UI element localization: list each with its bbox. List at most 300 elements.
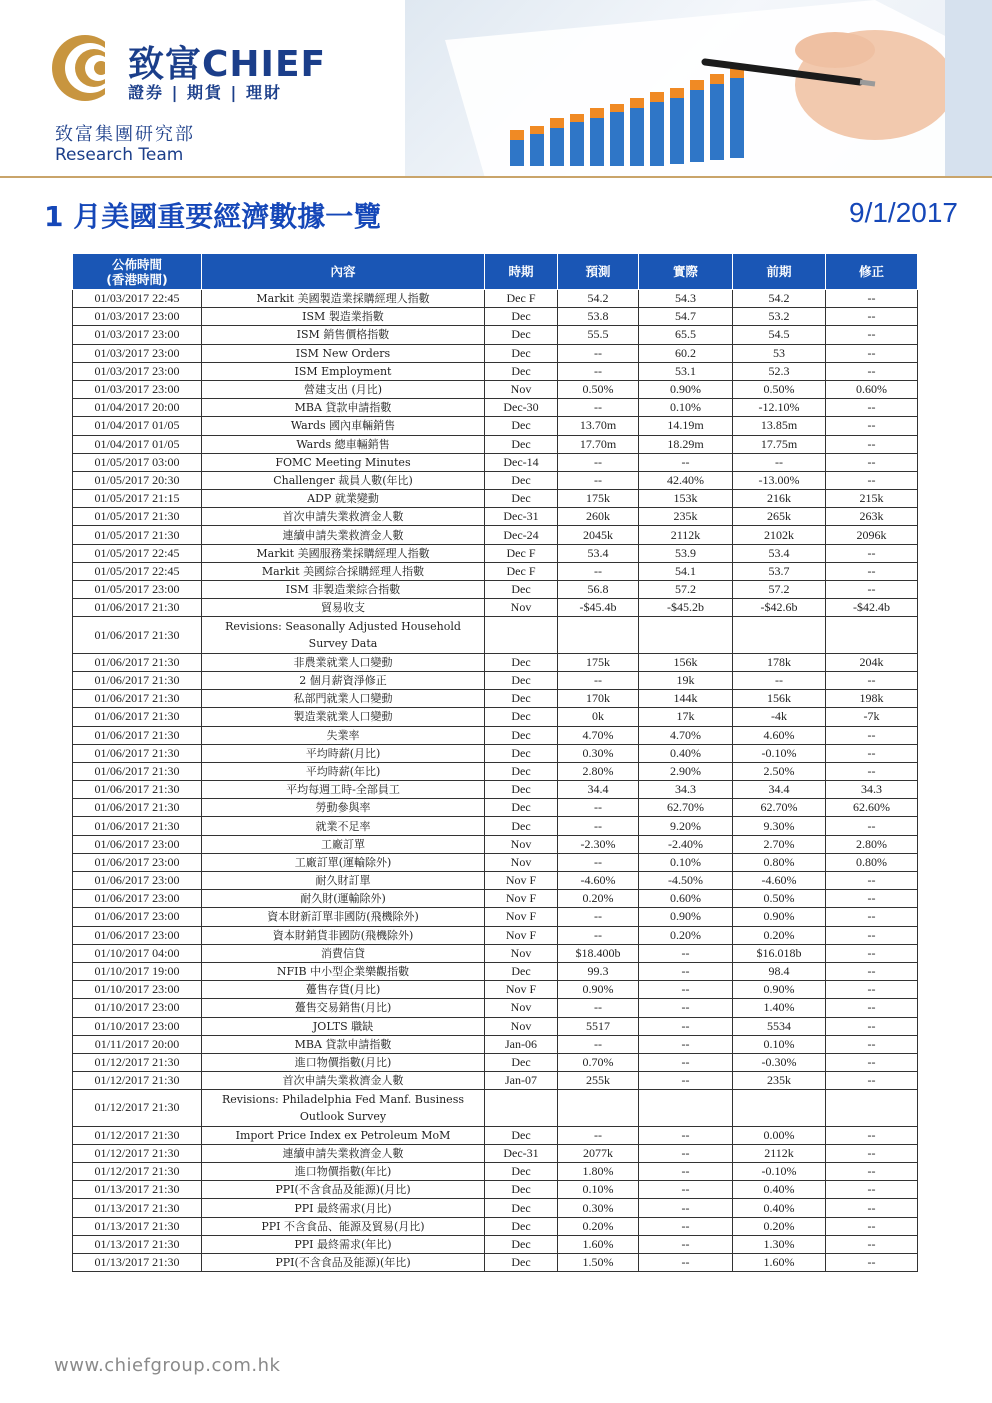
cell-revised: --	[826, 362, 918, 380]
table-row	[73, 617, 918, 653]
cell-actual: 62.70%	[639, 799, 733, 817]
cell-forecast: 53.8	[558, 308, 639, 326]
cell-content: Markit 美國服務業採購經理人指數	[202, 544, 485, 562]
column-header-revised: 修正	[826, 254, 918, 290]
cell-release-time: 01/06/2017 21:30	[73, 762, 202, 780]
cell-release-time: 01/03/2017 23:00	[73, 308, 202, 326]
table-row	[73, 690, 918, 708]
cell-release-time: 01/05/2017 20:30	[73, 471, 202, 489]
table-row	[73, 762, 918, 780]
cell-release-time: 01/12/2017 21:30	[73, 1072, 202, 1090]
table-row	[73, 562, 918, 580]
cell-previous: 0.90%	[733, 908, 826, 926]
cell-previous: --	[733, 671, 826, 689]
cell-revised: --	[826, 872, 918, 890]
cell-previous: -13.00%	[733, 471, 826, 489]
cell-actual: --	[639, 1144, 733, 1162]
cell-previous: -12.10%	[733, 399, 826, 417]
cell-forecast: 1.60%	[558, 1235, 639, 1253]
cell-revised: --	[826, 1053, 918, 1071]
cell-period: Dec-24	[485, 526, 558, 544]
cell-forecast: 54.2	[558, 290, 639, 308]
cell-forecast: 53.4	[558, 544, 639, 562]
cell-previous: 0.90%	[733, 981, 826, 999]
cell-period: Dec	[485, 690, 558, 708]
cell-release-time: 01/10/2017 04:00	[73, 944, 202, 962]
cell-release-time: 01/13/2017 21:30	[73, 1217, 202, 1235]
cell-period: Nov	[485, 835, 558, 853]
cell-content: ISM 製造業指數	[202, 308, 485, 326]
cell-revised: --	[826, 581, 918, 599]
cell-forecast: --	[558, 344, 639, 362]
cell-content: 資本財銷貨非國防(飛機除外)	[202, 926, 485, 944]
column-header-actual: 實際	[639, 254, 733, 290]
cell-previous: 53.4	[733, 544, 826, 562]
cell-content: PPI(不含食品及能源)(月比)	[202, 1181, 485, 1199]
cell-revised: --	[826, 944, 918, 962]
cell-revised: --	[826, 981, 918, 999]
cell-content: FOMC Meeting Minutes	[202, 453, 485, 471]
cell-period: Dec	[485, 762, 558, 780]
cell-revised: --	[826, 1235, 918, 1253]
cell-release-time: 01/04/2017 01/05	[73, 435, 202, 453]
cell-previous: 0.00%	[733, 1126, 826, 1144]
cell-period: Dec	[485, 581, 558, 599]
cell-revised: --	[826, 1199, 918, 1217]
cell-revised: 34.3	[826, 781, 918, 799]
cell-content: MBA 貸款申請指數	[202, 1035, 485, 1053]
cell-period: Dec	[485, 1126, 558, 1144]
cell-content: 連續申請失業救濟金人數	[202, 1144, 485, 1162]
cell-actual: --	[639, 1253, 733, 1271]
cell-forecast	[558, 617, 639, 653]
cell-actual: 14.19m	[639, 417, 733, 435]
cell-actual: --	[639, 1072, 733, 1090]
table-row	[73, 399, 918, 417]
cell-actual: 235k	[639, 508, 733, 526]
cell-previous: 54.2	[733, 290, 826, 308]
cell-release-time: 01/06/2017 21:30	[73, 671, 202, 689]
cell-forecast: --	[558, 671, 639, 689]
footer-website-url[interactable]: www.chiefgroup.com.hk	[54, 1355, 281, 1376]
cell-revised: --	[826, 1017, 918, 1035]
cell-revised: --	[826, 1181, 918, 1199]
cell-forecast: --	[558, 399, 639, 417]
cell-content: Challenger 裁員人數(年比)	[202, 471, 485, 489]
cell-content: ISM New Orders	[202, 344, 485, 362]
table-row	[73, 1072, 918, 1090]
cell-actual	[639, 1090, 733, 1126]
cell-release-time: 01/06/2017 23:00	[73, 926, 202, 944]
cell-revised: 0.80%	[826, 853, 918, 871]
cell-previous: 0.20%	[733, 1217, 826, 1235]
column-header-period: 時期	[485, 254, 558, 290]
cell-release-time: 01/06/2017 21:30	[73, 708, 202, 726]
cell-previous	[733, 617, 826, 653]
cell-revised: 62.60%	[826, 799, 918, 817]
cell-content: Markit 美國製造業採購經理人指數	[202, 290, 485, 308]
cell-content: NFIB 中小型企業樂觀指數	[202, 962, 485, 980]
cell-forecast: 0k	[558, 708, 639, 726]
cell-period: Dec	[485, 653, 558, 671]
cell-revised: --	[826, 1126, 918, 1144]
cell-release-time: 01/12/2017 21:30	[73, 1090, 202, 1126]
cell-content: 進口物價指數(年比)	[202, 1163, 485, 1181]
cell-forecast: 34.4	[558, 781, 639, 799]
brand-tagline: 證券 | 期貨 | 理財	[128, 83, 282, 102]
cell-previous: -4.60%	[733, 872, 826, 890]
cell-content: ISM 銷售價格指數	[202, 326, 485, 344]
cell-forecast: --	[558, 853, 639, 871]
table-row	[73, 1053, 918, 1071]
cell-release-time: 01/13/2017 21:30	[73, 1199, 202, 1217]
cell-forecast	[558, 1090, 639, 1126]
cell-release-time: 01/12/2017 21:30	[73, 1126, 202, 1144]
cell-previous: 2.70%	[733, 835, 826, 853]
cell-previous: 52.3	[733, 362, 826, 380]
cell-period: Jan-06	[485, 1035, 558, 1053]
table-row	[73, 908, 918, 926]
cell-previous: 0.10%	[733, 1035, 826, 1053]
banner-divider	[0, 176, 992, 178]
cell-forecast: 99.3	[558, 962, 639, 980]
cell-period: Dec	[485, 744, 558, 762]
table-row	[73, 926, 918, 944]
cell-actual: 18.29m	[639, 435, 733, 453]
cell-release-time: 01/06/2017 21:30	[73, 799, 202, 817]
cell-revised: --	[826, 344, 918, 362]
cell-previous: 17.75m	[733, 435, 826, 453]
table-row	[73, 1017, 918, 1035]
cell-period: Dec-30	[485, 399, 558, 417]
cell-content: 躉售存貨(月比)	[202, 981, 485, 999]
cell-forecast: --	[558, 562, 639, 580]
cell-actual: 156k	[639, 653, 733, 671]
table-body	[73, 290, 918, 1272]
cell-forecast: --	[558, 999, 639, 1017]
cell-content: ISM Employment	[202, 362, 485, 380]
cell-period: Nov	[485, 944, 558, 962]
cell-content: 非農業就業人口變動	[202, 653, 485, 671]
cell-revised: --	[826, 1072, 918, 1090]
cell-revised: --	[826, 1217, 918, 1235]
cell-forecast: 55.5	[558, 326, 639, 344]
table-row	[73, 726, 918, 744]
cell-forecast: 260k	[558, 508, 639, 526]
column-header-previous: 前期	[733, 254, 826, 290]
header-banner	[0, 0, 992, 178]
table-row	[73, 435, 918, 453]
cell-release-time: 01/05/2017 03:00	[73, 453, 202, 471]
cell-release-time: 01/03/2017 23:00	[73, 380, 202, 398]
cell-content: 首次申請失業救濟金人數	[202, 1072, 485, 1090]
table-row	[73, 380, 918, 398]
cell-release-time: 01/05/2017 22:45	[73, 544, 202, 562]
cell-actual: --	[639, 1217, 733, 1235]
cell-forecast: 17.70m	[558, 435, 639, 453]
cell-release-time: 01/06/2017 23:00	[73, 890, 202, 908]
cell-content: 消費信貸	[202, 944, 485, 962]
cell-content: 私部門就業人口變動	[202, 690, 485, 708]
cell-content: 耐久財(運輸除外)	[202, 890, 485, 908]
cell-forecast: -2.30%	[558, 835, 639, 853]
cell-previous: 13.85m	[733, 417, 826, 435]
cell-content: 製造業就業人口變動	[202, 708, 485, 726]
cell-revised: 215k	[826, 490, 918, 508]
cell-forecast: 0.10%	[558, 1181, 639, 1199]
cell-revised: 2.80%	[826, 835, 918, 853]
cell-period: Dec	[485, 471, 558, 489]
cell-forecast: 175k	[558, 490, 639, 508]
cell-previous	[733, 1090, 826, 1126]
table-row	[73, 1181, 918, 1199]
cell-period: Dec-31	[485, 1144, 558, 1162]
cell-period	[485, 1090, 558, 1126]
cell-actual: 54.1	[639, 562, 733, 580]
cell-period: Dec	[485, 781, 558, 799]
cell-revised: -$42.4b	[826, 599, 918, 617]
cell-release-time: 01/06/2017 21:30	[73, 726, 202, 744]
cell-revised: --	[826, 453, 918, 471]
cell-forecast: 2.80%	[558, 762, 639, 780]
cell-forecast: 2077k	[558, 1144, 639, 1162]
cell-actual: 0.10%	[639, 853, 733, 871]
cell-actual: 53.9	[639, 544, 733, 562]
cell-release-time: 01/05/2017 22:45	[73, 562, 202, 580]
table-row	[73, 853, 918, 871]
cell-release-time: 01/06/2017 23:00	[73, 835, 202, 853]
cell-release-time: 01/06/2017 21:30	[73, 653, 202, 671]
cell-revised: 2096k	[826, 526, 918, 544]
table-row	[73, 526, 918, 544]
cell-release-time: 01/06/2017 21:30	[73, 617, 202, 653]
cell-forecast: 2045k	[558, 526, 639, 544]
cell-content: Wards 國內車輛銷售	[202, 417, 485, 435]
cell-forecast: 4.70%	[558, 726, 639, 744]
cell-period: Dec	[485, 671, 558, 689]
cell-forecast: 175k	[558, 653, 639, 671]
cell-release-time: 01/11/2017 20:00	[73, 1035, 202, 1053]
cell-revised: --	[826, 544, 918, 562]
cell-previous: 0.20%	[733, 926, 826, 944]
cell-actual: 53.1	[639, 362, 733, 380]
cell-actual: --	[639, 1163, 733, 1181]
table-row	[73, 581, 918, 599]
cell-period: Dec	[485, 308, 558, 326]
cell-previous: 216k	[733, 490, 826, 508]
cell-forecast: 0.90%	[558, 981, 639, 999]
cell-release-time: 01/12/2017 21:30	[73, 1144, 202, 1162]
bar-chart-illustration-icon	[405, 0, 992, 178]
cell-forecast: --	[558, 362, 639, 380]
cell-revised	[826, 1090, 918, 1126]
cell-forecast: 0.30%	[558, 744, 639, 762]
cell-content: JOLTS 職缺	[202, 1017, 485, 1035]
cell-actual: 0.90%	[639, 908, 733, 926]
department-name-zh: 致富集團研究部	[55, 124, 195, 145]
cell-content: 失業率	[202, 726, 485, 744]
cell-actual: 65.5	[639, 326, 733, 344]
cell-actual: 2.90%	[639, 762, 733, 780]
cell-content: Wards 總車輛銷售	[202, 435, 485, 453]
cell-previous: $16.018b	[733, 944, 826, 962]
cell-forecast: 0.20%	[558, 890, 639, 908]
cell-content: 首次申請失業救濟金人數	[202, 508, 485, 526]
table-row	[73, 362, 918, 380]
cell-revised: -7k	[826, 708, 918, 726]
chief-logo-icon	[50, 33, 120, 103]
table-row	[73, 653, 918, 671]
cell-period	[485, 617, 558, 653]
cell-release-time: 01/12/2017 21:30	[73, 1053, 202, 1071]
cell-period: Dec F	[485, 544, 558, 562]
cell-period: Dec	[485, 1163, 558, 1181]
cell-revised: --	[826, 671, 918, 689]
cell-actual: 0.10%	[639, 399, 733, 417]
cell-previous: 2102k	[733, 526, 826, 544]
cell-forecast: -$45.4b	[558, 599, 639, 617]
cell-content: PPI 不含食品、能源及貿易(月比)	[202, 1217, 485, 1235]
cell-revised: --	[826, 290, 918, 308]
cell-actual: --	[639, 981, 733, 999]
table-row	[73, 308, 918, 326]
cell-release-time: 01/03/2017 23:00	[73, 344, 202, 362]
cell-period: Dec	[485, 326, 558, 344]
table-row	[73, 1090, 918, 1126]
cell-revised: --	[826, 1163, 918, 1181]
cell-forecast: 0.50%	[558, 380, 639, 398]
table-row	[73, 544, 918, 562]
cell-period: Dec	[485, 962, 558, 980]
cell-content: 2 個月薪資淨修正	[202, 671, 485, 689]
cell-previous: 98.4	[733, 962, 826, 980]
cell-previous: 53	[733, 344, 826, 362]
cell-content: 貿易收支	[202, 599, 485, 617]
cell-release-time: 01/04/2017 20:00	[73, 399, 202, 417]
cell-period: Nov	[485, 999, 558, 1017]
cell-previous: 178k	[733, 653, 826, 671]
table-row	[73, 290, 918, 308]
cell-previous: -4k	[733, 708, 826, 726]
cell-forecast: -4.60%	[558, 872, 639, 890]
column-header-release-time: 公佈時間 (香港時間)	[73, 254, 202, 290]
report-title: 1 月美國重要經濟數據一覽	[44, 200, 382, 233]
cell-release-time: 01/03/2017 23:00	[73, 362, 202, 380]
cell-previous: 0.50%	[733, 890, 826, 908]
cell-previous: -0.30%	[733, 1053, 826, 1071]
banner-chart-photo	[405, 0, 992, 178]
cell-previous: 0.40%	[733, 1181, 826, 1199]
table-row	[73, 835, 918, 853]
column-header-forecast: 預測	[558, 254, 639, 290]
cell-previous: 1.60%	[733, 1253, 826, 1271]
cell-actual: 54.3	[639, 290, 733, 308]
cell-actual: 54.7	[639, 308, 733, 326]
cell-content: MBA 貸款申請指數	[202, 399, 485, 417]
cell-actual: 144k	[639, 690, 733, 708]
cell-revised: --	[826, 308, 918, 326]
cell-period: Dec	[485, 799, 558, 817]
cell-actual: 153k	[639, 490, 733, 508]
cell-period: Jan-07	[485, 1072, 558, 1090]
cell-release-time: 01/03/2017 22:45	[73, 290, 202, 308]
table-row	[73, 417, 918, 435]
table-row	[73, 326, 918, 344]
cell-actual: --	[639, 1199, 733, 1217]
cell-content: 平均每週工時-全部員工	[202, 781, 485, 799]
cell-actual	[639, 617, 733, 653]
cell-content: 平均時薪(月比)	[202, 744, 485, 762]
cell-period: Dec	[485, 1235, 558, 1253]
cell-previous: 156k	[733, 690, 826, 708]
cell-content: Markit 美國綜合採購經理人指數	[202, 562, 485, 580]
cell-forecast: 0.30%	[558, 1199, 639, 1217]
cell-revised: --	[826, 999, 918, 1017]
cell-content: 平均時薪(年比)	[202, 762, 485, 780]
cell-release-time: 01/06/2017 21:30	[73, 599, 202, 617]
cell-period: Nov	[485, 1017, 558, 1035]
table-row	[73, 708, 918, 726]
table-row	[73, 599, 918, 617]
cell-content: 工廠訂單(運輸除外)	[202, 853, 485, 871]
table-row	[73, 1035, 918, 1053]
cell-release-time: 01/13/2017 21:30	[73, 1181, 202, 1199]
cell-release-time: 01/06/2017 21:30	[73, 817, 202, 835]
cell-content: 連續申請失業救濟金人數	[202, 526, 485, 544]
cell-actual: -$45.2b	[639, 599, 733, 617]
table-row	[73, 944, 918, 962]
cell-previous: -0.10%	[733, 1163, 826, 1181]
cell-content: 資本財新訂單非國防(飛機除外)	[202, 908, 485, 926]
cell-release-time: 01/04/2017 01/05	[73, 417, 202, 435]
cell-content: 工廠訂單	[202, 835, 485, 853]
cell-revised: --	[826, 908, 918, 926]
cell-forecast: --	[558, 453, 639, 471]
cell-forecast: 255k	[558, 1072, 639, 1090]
cell-release-time: 01/10/2017 23:00	[73, 1017, 202, 1035]
cell-actual: 34.3	[639, 781, 733, 799]
table-row	[73, 490, 918, 508]
table-row	[73, 781, 918, 799]
cell-previous: -0.10%	[733, 744, 826, 762]
economic-data-table	[72, 253, 918, 1272]
cell-release-time: 01/06/2017 23:00	[73, 872, 202, 890]
cell-actual: 57.2	[639, 581, 733, 599]
cell-period: Dec	[485, 708, 558, 726]
cell-content: 就業不足率	[202, 817, 485, 835]
cell-period: Dec	[485, 417, 558, 435]
cell-release-time: 01/10/2017 23:00	[73, 981, 202, 999]
cell-content: PPI 最終需求(月比)	[202, 1199, 485, 1217]
cell-content: PPI 最終需求(年比)	[202, 1235, 485, 1253]
cell-forecast: --	[558, 1126, 639, 1144]
table-row	[73, 890, 918, 908]
cell-revised: 204k	[826, 653, 918, 671]
cell-forecast: --	[558, 1035, 639, 1053]
cell-previous: 9.30%	[733, 817, 826, 835]
cell-period: Dec	[485, 1181, 558, 1199]
cell-release-time: 01/05/2017 21:30	[73, 526, 202, 544]
cell-actual: --	[639, 1017, 733, 1035]
cell-period: Dec	[485, 362, 558, 380]
table-row	[73, 799, 918, 817]
cell-forecast: 5517	[558, 1017, 639, 1035]
cell-period: Dec	[485, 435, 558, 453]
cell-actual: 2112k	[639, 526, 733, 544]
cell-release-time: 01/06/2017 21:30	[73, 690, 202, 708]
cell-actual: -2.40%	[639, 835, 733, 853]
cell-revised: --	[826, 762, 918, 780]
